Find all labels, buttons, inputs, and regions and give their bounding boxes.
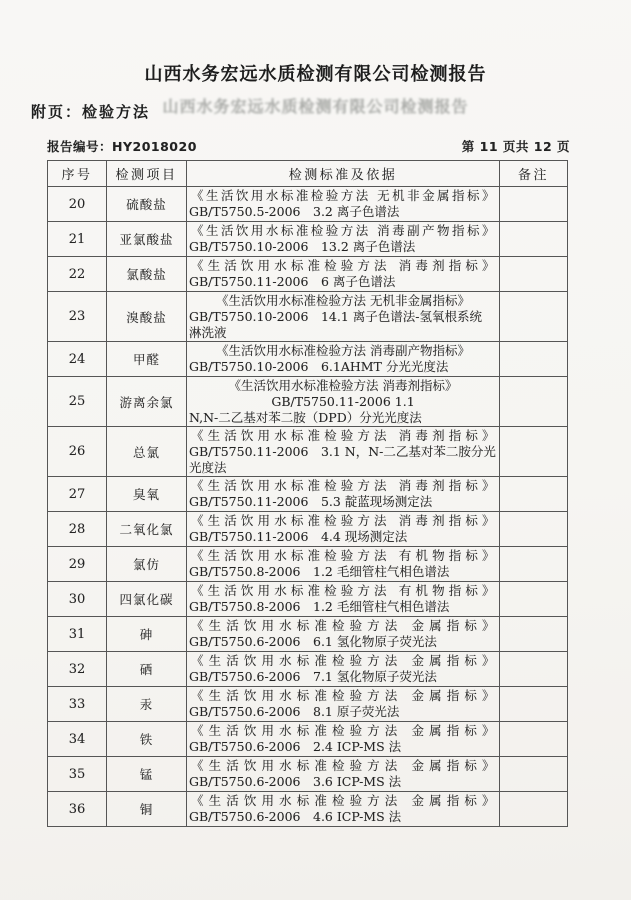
table-row <box>48 792 568 827</box>
attachment-label: 附页：检验方法 <box>31 103 151 121</box>
remark-cell <box>500 792 568 827</box>
standard-cell <box>187 652 500 687</box>
page-indicator: 第 11 页共 12 页 <box>461 139 570 154</box>
remark-cell <box>500 222 568 257</box>
row-number: 24 <box>48 342 107 377</box>
row-number: 23 <box>48 292 107 342</box>
standard-line: GB/T5750.10-2006 13.2 离子色谱法 <box>189 239 416 254</box>
test-item: 汞 <box>107 687 187 722</box>
test-item: 硒 <box>107 652 187 687</box>
table-row <box>48 652 568 687</box>
standard-line: GB/T5750.11-2006 3.1 N，N-二乙基对苯二胺分光 <box>189 443 496 459</box>
standard-line: GB/T5750.6-2006 2.4 ICP-MS 法 <box>189 739 402 754</box>
col-header-standard: 检测标准及依据 <box>187 161 500 187</box>
row-number: 36 <box>48 792 107 827</box>
test-item: 硫酸盐 <box>107 187 187 222</box>
test-item: 锰 <box>107 757 187 792</box>
standard-line: GB/T5750.6-2006 6.1 氢化物原子荧光法 <box>189 634 437 649</box>
standard-cell <box>187 757 500 792</box>
standard-line: GB/T5750.8-2006 1.2 毛细管柱气相色谱法 <box>189 564 450 579</box>
remark-cell <box>500 187 568 222</box>
standard-line: GB/T5750.5-2006 3.2 离子色谱法 <box>189 204 400 219</box>
standard-cell <box>187 512 500 547</box>
standard-line: 淋洗液 <box>189 324 227 340</box>
standard-line: GB/T5750.6-2006 8.1 原子荧光法 <box>189 704 400 719</box>
report-number: 报告编号：HY2018020 <box>47 139 197 154</box>
standard-cell <box>187 582 500 617</box>
remark-cell <box>500 617 568 652</box>
table-row <box>48 342 568 377</box>
row-number: 30 <box>48 582 107 617</box>
remark-cell <box>500 582 568 617</box>
row-number: 34 <box>48 722 107 757</box>
table-row <box>48 257 568 292</box>
row-number: 33 <box>48 687 107 722</box>
standard-line: 《生活饮用水标准检验方法 有机物指标》 <box>191 583 495 598</box>
table-row <box>48 757 568 792</box>
standard-line: 《生活饮用水标准检验方法 金属指标》 <box>191 618 495 633</box>
row-number: 31 <box>48 617 107 652</box>
remark-cell <box>500 427 568 477</box>
test-item: 游离余氯 <box>107 377 187 427</box>
standard-cell <box>187 547 500 582</box>
standard-cell <box>187 617 500 652</box>
test-item: 氯仿 <box>107 547 187 582</box>
standard-line: 《生活饮用水标准检验方法 金属指标》 <box>191 688 495 703</box>
standard-line: GB/T5750.10-2006 6.1AHMT 分光光度法 <box>189 359 449 374</box>
standard-line: 《生活饮用水标准检验方法 金属指标》 <box>191 723 495 738</box>
test-item: 四氯化碳 <box>107 582 187 617</box>
test-item: 砷 <box>107 617 187 652</box>
row-number: 27 <box>48 477 107 512</box>
row-number: 22 <box>48 257 107 292</box>
test-item: 铁 <box>107 722 187 757</box>
test-item: 氯酸盐 <box>107 257 187 292</box>
standard-line: GB/T5750.11-2006 6 离子色谱法 <box>189 274 396 289</box>
standard-line: 光度法 <box>189 459 227 475</box>
standard-line: 《生活饮用水标准检验方法 金属指标》 <box>191 653 495 668</box>
standard-cell <box>187 222 500 257</box>
standard-line: 《生活饮用水标准检验方法 消毒副产物指标》 <box>216 343 470 358</box>
row-number: 26 <box>48 427 107 477</box>
test-item: 铜 <box>107 792 187 827</box>
standard-line: 《生活饮用水标准检验方法 消毒副产物指标》 <box>191 223 495 238</box>
standard-cell <box>187 187 500 222</box>
row-number: 29 <box>48 547 107 582</box>
test-item: 溴酸盐 <box>107 292 187 342</box>
page-title: 山西水务宏远水质检测有限公司检测报告 <box>144 64 487 85</box>
remark-cell <box>500 292 568 342</box>
table-row <box>48 427 568 477</box>
standard-line: 《生活饮用水标准检验方法 金属指标》 <box>191 793 495 808</box>
row-number: 20 <box>48 187 107 222</box>
table-row <box>48 617 568 652</box>
standard-line: 《生活饮用水标准检验方法 消毒剂指标》 <box>191 427 495 443</box>
table-row <box>48 547 568 582</box>
standard-line: N,N-二乙基对苯二胺（DPD）分光光度法 <box>189 409 422 425</box>
remark-cell <box>500 757 568 792</box>
remark-cell <box>500 722 568 757</box>
table-header-row <box>48 161 568 187</box>
table-row <box>48 512 568 547</box>
remark-cell <box>500 257 568 292</box>
standard-line: GB/T5750.11-2006 5.3 靛蓝现场测定法 <box>189 494 433 509</box>
title-scan-ghost: 山西水务宏远水质检测有限公司检测报告 <box>162 97 469 116</box>
row-number: 35 <box>48 757 107 792</box>
col-header-item: 检测项目 <box>107 161 187 187</box>
standard-line: GB/T5750.8-2006 1.2 毛细管柱气相色谱法 <box>189 599 450 614</box>
standard-line: 《生活饮用水标准检验方法 无机非金属指标》 <box>216 292 470 308</box>
report-meta-row <box>47 137 570 155</box>
row-number: 21 <box>48 222 107 257</box>
standard-line: 《生活饮用水标准检验方法 有机物指标》 <box>191 548 495 563</box>
col-header-no: 序号 <box>48 161 107 187</box>
standard-line: GB/T5750.10-2006 14.1 离子色谱法-氢氧根系统 <box>189 308 482 324</box>
standard-line: GB/T5750.6-2006 7.1 氢化物原子荧光法 <box>189 669 437 684</box>
row-number: 32 <box>48 652 107 687</box>
table-row <box>48 377 568 427</box>
standard-cell <box>187 427 500 477</box>
standard-line: 《生活饮用水标准检验方法 金属指标》 <box>191 758 495 773</box>
row-number: 25 <box>48 377 107 427</box>
remark-cell <box>500 652 568 687</box>
test-item: 总氯 <box>107 427 187 477</box>
table-row <box>48 222 568 257</box>
methods-table <box>47 160 568 827</box>
table-row <box>48 582 568 617</box>
standard-cell <box>187 477 500 512</box>
standard-line: 《生活饮用水标准检验方法 无机非金属指标》 <box>191 188 495 203</box>
standard-line: GB/T5750.6-2006 4.6 ICP-MS 法 <box>189 809 402 824</box>
standard-cell <box>187 792 500 827</box>
standard-cell <box>187 342 500 377</box>
remark-cell <box>500 477 568 512</box>
row-number: 28 <box>48 512 107 547</box>
standard-line: GB/T5750.6-2006 3.6 ICP-MS 法 <box>189 774 402 789</box>
table-row <box>48 292 568 342</box>
test-item: 亚氯酸盐 <box>107 222 187 257</box>
remark-cell <box>500 342 568 377</box>
table-row <box>48 187 568 222</box>
table-row <box>48 477 568 512</box>
standard-cell <box>187 257 500 292</box>
standard-cell <box>187 377 500 427</box>
test-item: 二氧化氯 <box>107 512 187 547</box>
standard-line: GB/T5750.11-2006 1.1 <box>271 393 415 409</box>
standard-line: 《生活饮用水标准检验方法 消毒剂指标》 <box>191 513 495 528</box>
remark-cell <box>500 377 568 427</box>
standard-line: 《生活饮用水标准检验方法 消毒剂指标》 <box>228 377 458 393</box>
col-header-remark: 备注 <box>500 161 568 187</box>
test-item: 甲醛 <box>107 342 187 377</box>
remark-cell <box>500 547 568 582</box>
standard-cell <box>187 687 500 722</box>
table-row <box>48 687 568 722</box>
remark-cell <box>500 687 568 722</box>
remark-cell <box>500 512 568 547</box>
standard-cell <box>187 292 500 342</box>
standard-line: GB/T5750.11-2006 4.4 现场测定法 <box>189 529 408 544</box>
standard-line: 《生活饮用水标准检验方法 消毒剂指标》 <box>191 258 495 273</box>
test-item: 臭氧 <box>107 477 187 512</box>
standard-line: 《生活饮用水标准检验方法 消毒剂指标》 <box>191 478 495 493</box>
table-row <box>48 722 568 757</box>
standard-cell <box>187 722 500 757</box>
